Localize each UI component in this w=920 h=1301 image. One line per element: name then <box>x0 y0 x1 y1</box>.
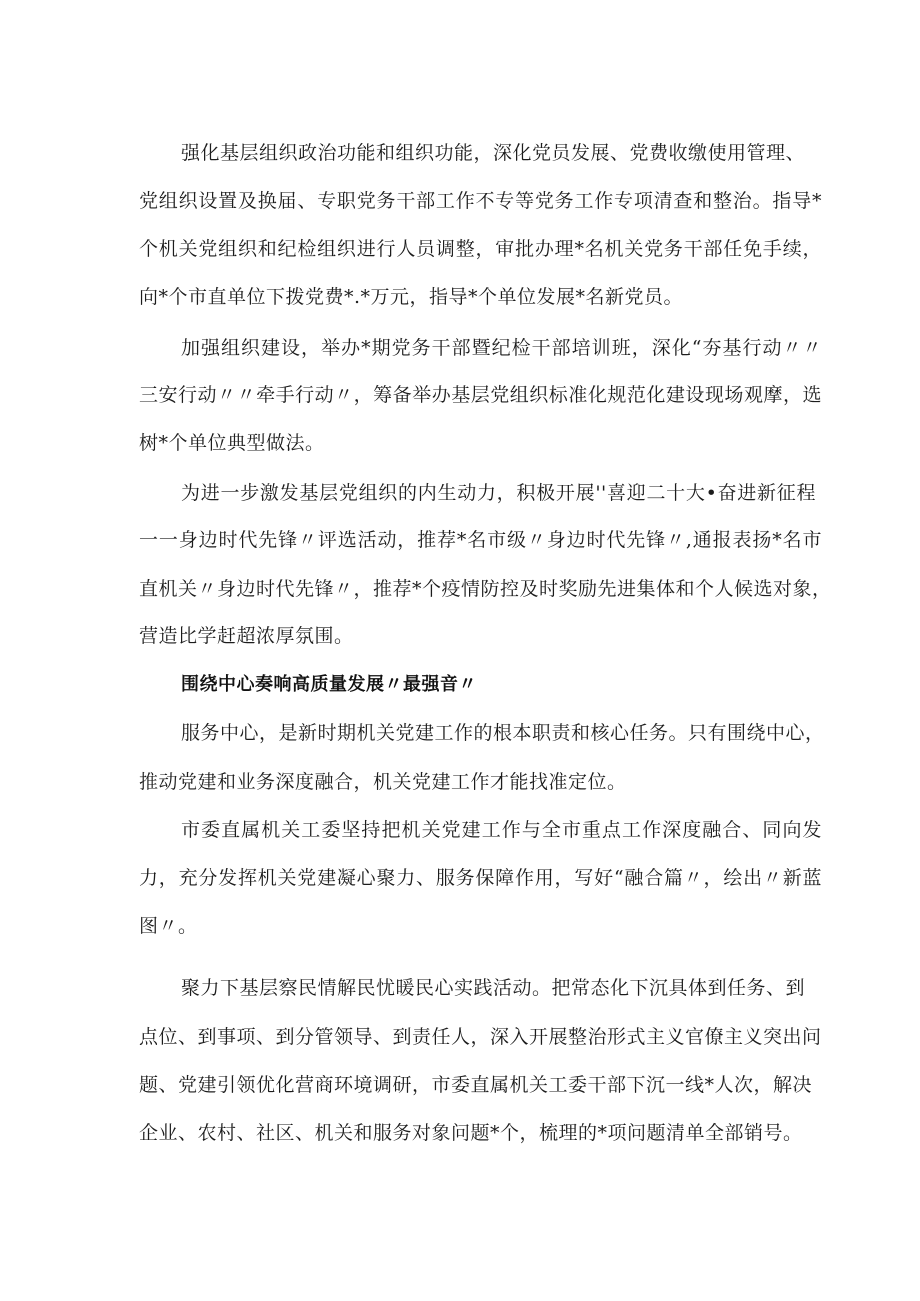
paragraph-1-line-2: 党组织设置及换届、专职党务干部工作不专等党务工作专项清查和整治。指导* <box>139 190 822 212</box>
paragraph-2-line-2: 三安行动〃〃牵手行动〃，筹备举办基层党组织标准化规范化建设现场观摩，选 <box>139 384 822 406</box>
paragraph-1-line-3: 个机关党组织和纪检组织进行人员调整，审批办理*名机关党务干部任免手续， <box>139 238 822 260</box>
paragraph-1-line-4: 向*个市直单位下拨党费*.*万元，指导*个单位发展*名新党员。 <box>139 286 684 308</box>
paragraph-3-line-1: 为进一步激发基层党组织的内生动力，积极开展''喜迎二十大•奋进新征程 <box>181 482 816 504</box>
paragraph-5-line-2: 力，充分发挥机关党建凝心聚力、服务保障作用，写好“融合篇〃，绘出〃新蓝 <box>139 867 822 889</box>
paragraph-1-line-1: 强化基层组织政治功能和组织功能，深化党员发展、党费收缴使用管理、 <box>181 142 806 164</box>
paragraph-4-line-1: 服务中心，是新时期机关党建工作的根本职责和核心任务。只有围绕中心， <box>181 722 825 744</box>
paragraph-4-line-2: 推动党建和业务深度融合，机关党建工作才能找准定位。 <box>139 771 627 793</box>
paragraph-3-line-3: 直机关〃身边时代先锋〃，推荐*个疫情防控及时奖励先进集体和个人候选对象， <box>139 578 832 600</box>
paragraph-5-line-1: 市委直属机关工委坚持把机关党建工作与全市重点工作深度融合、同向发 <box>181 819 822 841</box>
paragraph-3-line-4: 营造比学赶超浓厚氛围。 <box>139 625 354 647</box>
paragraph-3-line-2: 一一身边时代先锋〃评选活动，推荐*名市级〃身边时代先锋〃,通报表扬*名市 <box>139 529 822 551</box>
paragraph-6-line-3: 题、党建引领优化营商环境调研，市委直属机关工委干部下沉一线*人次，解决 <box>139 1074 813 1096</box>
paragraph-2-line-1: 加强组织建设，举办*期党务干部暨纪检干部培训班，深化“夯基行动〃〃 <box>181 337 822 359</box>
paragraph-2-line-3: 树*个单位典型做法。 <box>139 432 325 454</box>
paragraph-6-line-2: 点位、到事项、到分管领导、到责任人，深入开展整治形式主义官僚主义突出问 <box>139 1026 822 1048</box>
paragraph-5-line-3: 图〃。 <box>139 915 198 937</box>
paragraph-6-line-1: 聚力下基层察民情解民忧暖民心实践活动。把常态化下沉具体到任务、到 <box>181 977 806 999</box>
section-heading: 围绕中心奏响高质量发展〃最强音〃 <box>181 674 477 695</box>
paragraph-6-line-4: 企业、农村、社区、机关和服务对象问题*个，梳理的*项问题清单全部销号。 <box>139 1122 803 1144</box>
